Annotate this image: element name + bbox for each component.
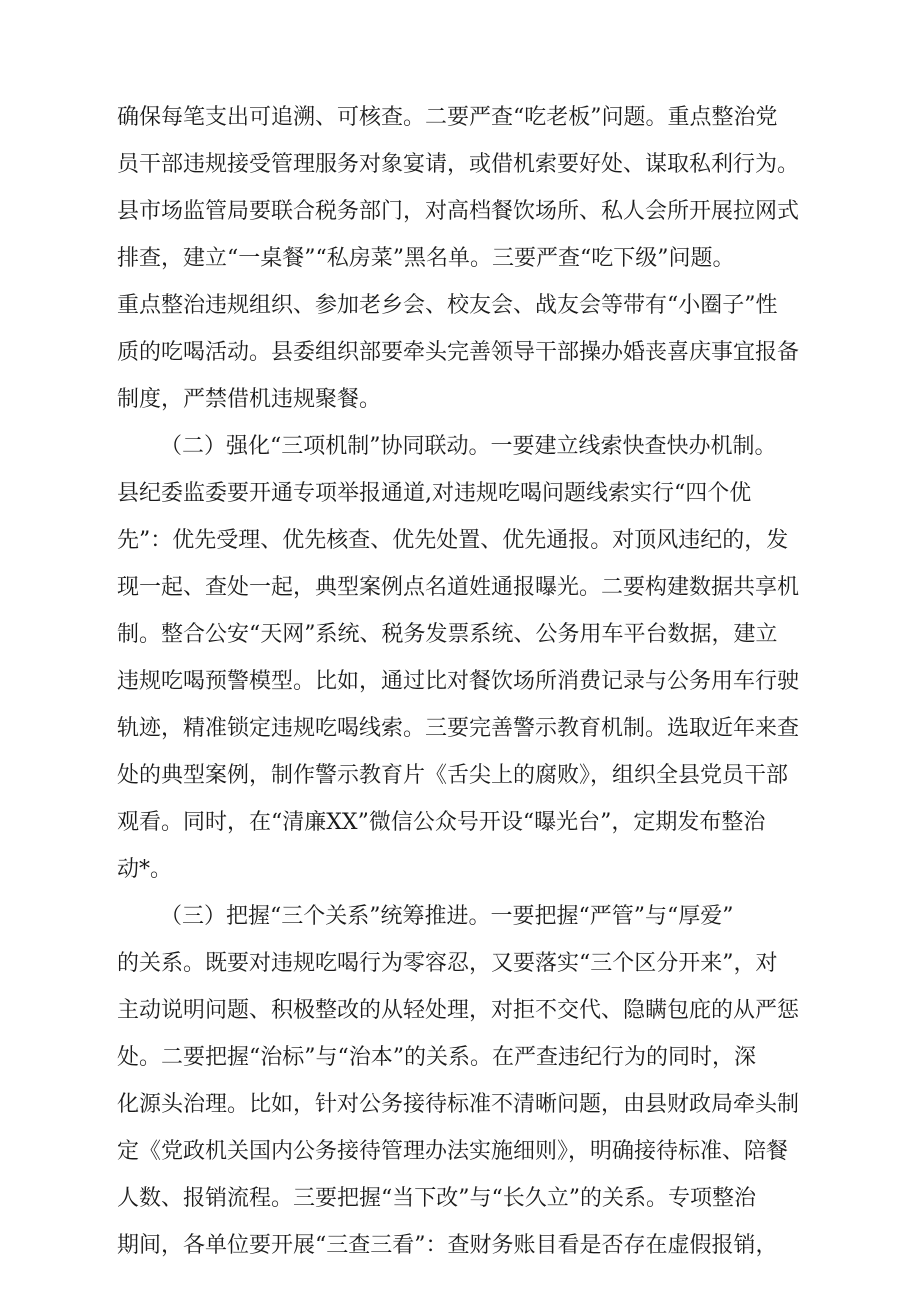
text-line: 先”：优先受理、优先核查、优先处置、优先通报。对顶风违纪的，发 — [117, 528, 789, 553]
text-line: 主动说明问题、积极整改的从轻处理，对拒不交代、隐瞒包庇的从严惩 — [117, 998, 800, 1023]
text-line: 违规吃喝预警模型。比如，通过比对餐饮场所消费记录与公务用车行驶 — [117, 669, 800, 694]
text-line: 期间，各单位要开展“三查三看”：查财务账目看是否存在虚假报销， — [117, 1233, 778, 1258]
text-line: 人数、报销流程。三要把握“当下改”与“长久立”的关系。专项整治 — [117, 1186, 756, 1211]
text-line: 制度，严禁借机违规聚餐。 — [117, 387, 382, 412]
text-line: 县市场监管局要联合税务部门，对高档餐饮场所、私人会所开展拉网式 — [117, 199, 800, 224]
text-line: 县纪委监委要开通专项举报通道,对违规吃喝问题线索实行“四个优 — [117, 481, 752, 506]
section-heading-3: （三）把握“三个关系”统筹推进。一要把握“严管”与“厚爱” — [160, 904, 734, 929]
text-line: 重点整治违规组织、参加老乡会、校友会、战友会等带有“小圈子”性 — [117, 293, 778, 318]
text-line: 定《党政机关国内公务接待管理办法实施细则》，明确接待标准、陪餐 — [117, 1139, 789, 1164]
text-line: 动*。 — [117, 857, 173, 882]
text-line: 的关系。既要对违规吃喝行为零容忍，又要落实“三个区分开来”，对 — [117, 951, 778, 976]
text-line: 排查，建立“一桌餐”“私房菜”黑名单。三要严查“吃下级”问题。 — [117, 246, 735, 271]
text-line: 员干部违规接受管理服务对象宴请，或借机索要好处、谋取私利行为。 — [117, 152, 800, 177]
text-line: 确保每笔支出可追溯、可核查。二要严查“吃老板”问题。重点整治党 — [117, 105, 778, 130]
text-line: 现一起、查处一起，典型案例点名道姓通报曝光。二要构建数据共享机 — [117, 575, 800, 600]
text-line: 观看。同时，在“清廉XX”微信公众号开设“曝光台”，定期发布整治 — [117, 810, 766, 835]
text-line: 化源头治理。比如，针对公务接待标准不清晰问题，由县财政局牵头制 — [117, 1092, 800, 1117]
text-line: 制。整合公安“天网”系统、税务发票系统、公务用车平台数据，建立 — [117, 622, 778, 647]
text-line: 质的吃喝活动。县委组织部要牵头完善领导干部操办婚丧喜庆事宜报备 — [117, 340, 800, 365]
text-line: 处的典型案例，制作警示教育片《舌尖上的腐败》，组织全县党员干部 — [117, 763, 789, 788]
text-line: 轨迹，精准锁定违规吃喝线索。三要完善警示教育机制。选取近年来查 — [117, 716, 800, 741]
section-heading-2: （二）强化“三项机制”协同联动。一要建立线索快查快办机制。 — [160, 434, 777, 459]
text-line: 处。二要把握“治标”与“治本”的关系。在严查违纪行为的同时，深 — [117, 1045, 756, 1070]
